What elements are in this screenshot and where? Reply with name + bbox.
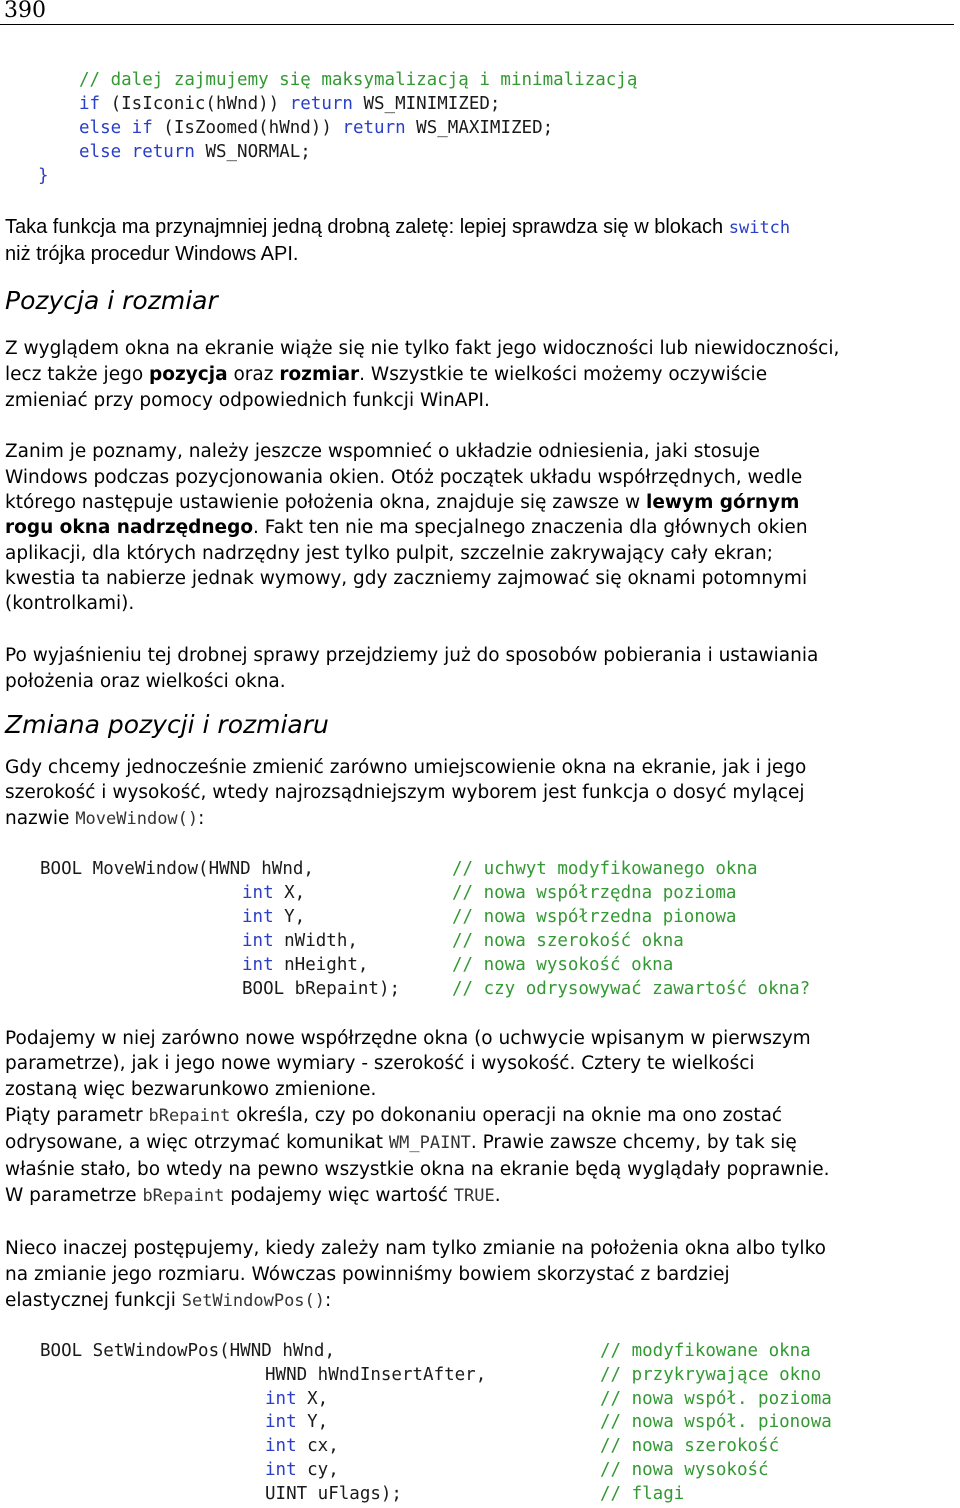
- code-comment: // modyfikowane okna: [600, 1341, 811, 1361]
- section-heading: Pozycja i rozmiar: [5, 286, 218, 315]
- text: .: [494, 1185, 501, 1206]
- code-brace: }: [38, 166, 49, 186]
- code-comment: // dalej zajmujemy się maksymalizacją i minimalizacją: [79, 70, 638, 90]
- code-line: [242, 929, 358, 953]
- text: lecz także jego: [5, 364, 150, 385]
- text: W parametrze: [5, 1185, 143, 1206]
- code-text: WS_MINIMIZED;: [352, 94, 501, 114]
- code-keyword: int: [265, 1436, 297, 1456]
- paragraph-line: Gdy chcemy jednocześnie zmienić zarówno umiejscowienie okna na ekranie, jak i jego: [5, 757, 807, 778]
- inline-code: switch: [728, 218, 791, 238]
- code-comment: // flagi: [600, 1484, 685, 1504]
- code-keyword: int: [242, 907, 274, 927]
- code-text: cy,: [296, 1460, 339, 1480]
- paragraph-line: niż trójka procedur Windows API.: [5, 243, 299, 265]
- text: . Wszystkie te wielkości możemy oczywiście: [359, 364, 768, 385]
- paragraph-line: [5, 515, 808, 540]
- code-keyword: int: [265, 1460, 297, 1480]
- bold-text: pozycja: [149, 364, 228, 385]
- code-keyword: else if: [79, 118, 153, 138]
- inline-code: bRepaint: [142, 1186, 225, 1206]
- code-text: X,: [273, 883, 306, 903]
- code-line: [79, 92, 500, 116]
- code-comment: // nowa wysokość: [600, 1460, 769, 1480]
- text: którego następuje ustawienie położenia okna, znajduje się zawsze w: [5, 492, 647, 513]
- inline-code: TRUE: [453, 1186, 495, 1206]
- code-comment: // nowa współ. pozioma: [600, 1389, 832, 1409]
- text: Taka funkcja ma przynajmniej jedną drobną zaletę: lepiej sprawdza się w blokach: [5, 216, 729, 238]
- paragraph-line: kwestia ta nabierze jednak wymowy, gdy zaczniemy zajmować się oknami potomnymi: [5, 568, 808, 589]
- text: określa, czy po dokonaniu operacji na oknie ma ono zostać: [230, 1105, 783, 1126]
- code-text: nHeight,: [273, 955, 369, 975]
- paragraph-line: [5, 1288, 331, 1314]
- inline-code: MoveWindow(): [75, 809, 199, 829]
- paragraph-line: Po wyjaśnieniu tej drobnej sprawy przejdziemy już do sposobów pobierania i ustawiania: [5, 645, 819, 666]
- paragraph-line: [5, 490, 799, 515]
- paragraph-line: [5, 1130, 797, 1156]
- code-keyword: int: [242, 931, 274, 951]
- section-heading: Zmiana pozycji i rozmiaru: [5, 710, 329, 739]
- paragraph-line: położenia oraz wielkości okna.: [5, 671, 286, 692]
- code-keyword: return: [289, 94, 353, 114]
- code-keyword: int: [265, 1412, 297, 1432]
- inline-code: bRepaint: [148, 1106, 231, 1126]
- text: . Prawie zawsze chcemy, by tak się: [470, 1132, 797, 1153]
- inline-code: WM_PAINT: [388, 1133, 471, 1153]
- code-comment: // nowa współrzędna pozioma: [452, 883, 737, 903]
- paragraph-line: parametrze), jak i jego nowe wymiary - szerokość i wysokość. Cztery te wielkości: [5, 1053, 755, 1074]
- text: Piąty parametr: [5, 1105, 149, 1126]
- paragraph-line: [5, 1103, 782, 1129]
- code-line: UINT uFlags);: [265, 1484, 402, 1504]
- code-line: HWND hWndInsertAfter,: [265, 1365, 487, 1385]
- code-comment: // przykrywające okno: [600, 1365, 822, 1385]
- bold-text: rozmiar: [279, 364, 360, 385]
- code-text: Y,: [273, 907, 306, 927]
- code-line: [242, 953, 368, 977]
- text: podajemy więc wartość: [224, 1185, 454, 1206]
- inline-code: SetWindowPos(): [181, 1291, 326, 1311]
- text: . Fakt ten nie ma specjalnego znaczenia dla głównych okien: [253, 517, 808, 538]
- text: :: [198, 808, 205, 829]
- code-text: WS_NORMAL;: [194, 142, 311, 162]
- code-comment: // nowa szerokość okna: [452, 931, 684, 951]
- code-line: [265, 1434, 339, 1458]
- code-comment: // nowa wysokość okna: [452, 955, 674, 975]
- code-line: [265, 1410, 328, 1434]
- text: odrysowane, a więc otrzymać komunikat: [5, 1132, 389, 1153]
- code-text: Y,: [296, 1412, 329, 1432]
- code-line: BOOL MoveWindow(HWND hWnd,: [40, 859, 314, 879]
- paragraph-line: Windows podczas pozycjonowania okien. Otóż początek układu współrzędnych, wedle: [5, 467, 803, 488]
- code-keyword: int: [242, 883, 274, 903]
- code-keyword: return: [342, 118, 406, 138]
- paragraph-line: Podajemy w niej zarówno nowe współrzędne okna (o uchwycie wpisanym w pierwszym: [5, 1028, 811, 1049]
- code-line: BOOL bRepaint);: [242, 979, 401, 999]
- paragraph-line: zostaną więc bezwarunkowo zmienione.: [5, 1079, 377, 1100]
- paragraph-line: [5, 362, 767, 387]
- paragraph-line: aplikacji, dla których nadrzędny jest tylko pulpit, szczelnie zakrywający cały ekran;: [5, 543, 773, 564]
- code-comment: // nowa szerokość: [600, 1436, 780, 1456]
- code-keyword: else return: [79, 142, 195, 162]
- paragraph-line: [5, 214, 790, 241]
- paragraph-line: Zanim je poznamy, należy jeszcze wspomnieć o układzie odniesienia, jaki stosuje: [5, 441, 760, 462]
- code-keyword: int: [242, 955, 274, 975]
- code-line: [242, 881, 305, 905]
- code-line: [79, 140, 311, 164]
- code-keyword: int: [265, 1389, 297, 1409]
- text: nazwie: [5, 808, 76, 829]
- code-line: [265, 1458, 339, 1482]
- code-text: X,: [296, 1389, 329, 1409]
- paragraph-line: (kontrolkami).: [5, 593, 135, 614]
- paragraph-line: szerokość i wysokość, wtedy najrozsądniejszym wyborem jest funkcja o dosyć mylącej: [5, 782, 805, 803]
- code-text: (IsZoomed(hWnd)): [152, 118, 343, 138]
- paragraph-line: zmieniać przy pomocy odpowiednich funkcji WinAPI.: [5, 390, 490, 411]
- paragraph-line: [5, 1183, 501, 1209]
- code-keyword: if: [79, 94, 101, 114]
- code-comment: // nowa współ. pionowa: [600, 1412, 832, 1432]
- code-comment: // uchwyt modyfikowanego okna: [452, 859, 758, 879]
- text: :: [325, 1290, 332, 1311]
- paragraph-line: właśnie stało, bo wtedy na pewno wszystkie okna na ekranie będą wyglądały poprawnie.: [5, 1159, 830, 1180]
- code-line: [79, 116, 553, 140]
- bold-text: rogu okna nadrzędnego: [5, 517, 254, 538]
- code-comment: // nowa współrzedna pionowa: [452, 907, 737, 927]
- text: elastycznej funkcji: [5, 1290, 182, 1311]
- code-comment: // czy odrysowywać zawartość okna?: [452, 979, 811, 999]
- code-text: WS_MAXIMIZED;: [405, 118, 554, 138]
- text: oraz: [227, 364, 280, 385]
- paragraph-line: Nieco inaczej postępujemy, kiedy zależy nam tylko zmianie na położenia okna albo tylko: [5, 1238, 826, 1259]
- code-text: (IsIconic(hWnd)): [100, 94, 290, 114]
- paragraph-line: Z wyglądem okna na ekranie wiąże się nie tylko fakt jego widoczności lub niewidoczności,: [5, 338, 840, 359]
- code-text: cx,: [296, 1436, 339, 1456]
- page-number: 390: [4, 0, 46, 23]
- header-rule: [0, 24, 954, 25]
- code-line: [242, 905, 305, 929]
- bold-text: lewym górnym: [646, 492, 800, 513]
- code-line: [265, 1387, 328, 1411]
- paragraph-line: na zmianie jego rozmiaru. Wówczas powinniśmy bowiem skorzystać z bardziej: [5, 1264, 730, 1285]
- paragraph-line: [5, 806, 204, 832]
- code-line: BOOL SetWindowPos(HWND hWnd,: [40, 1341, 336, 1361]
- code-text: nWidth,: [273, 931, 358, 951]
